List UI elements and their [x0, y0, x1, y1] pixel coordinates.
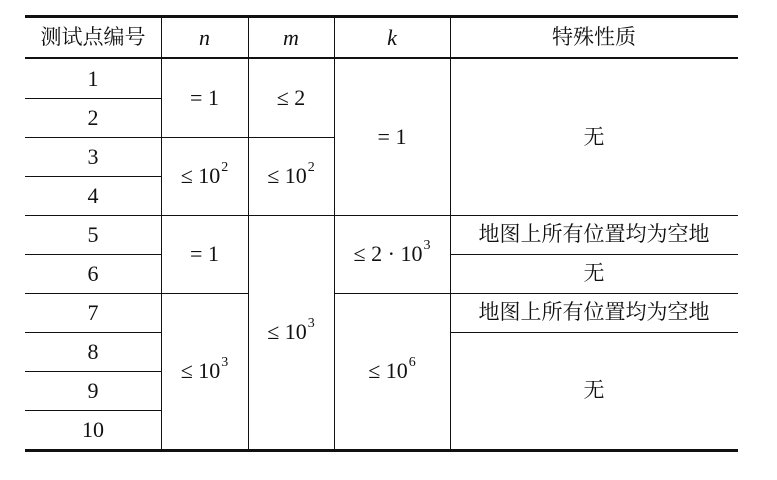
test-id: 5: [87, 221, 99, 247]
bottom-rule: [25, 449, 738, 452]
header-k: k: [387, 24, 397, 50]
test-id: 7: [87, 299, 99, 325]
k-constraint-base: ≤ 10: [368, 358, 408, 383]
n-constraint: = 1: [190, 241, 219, 266]
property-cell: 无: [583, 378, 605, 402]
n-constraint-base: ≤ 10: [180, 163, 221, 188]
m-constraint-base: ≤ 10: [267, 319, 307, 344]
property-cell: 无: [583, 261, 605, 285]
n-constraint-base: ≤ 10: [180, 358, 221, 383]
n-constraint-exponent: 2: [221, 160, 229, 175]
header-property: 特殊性质: [552, 25, 636, 49]
test-id: 4: [87, 182, 99, 208]
k-constraint: [334, 293, 450, 449]
k-constraint-base: ≤ 2 · 10: [353, 241, 423, 266]
n-constraint-exponent: 3: [221, 355, 229, 370]
header-id: 测试点编号: [40, 25, 146, 49]
m-constraint: [248, 137, 334, 215]
k-constraint: = 1: [377, 124, 407, 149]
m-constraint-exponent: 3: [307, 316, 315, 331]
test-id: 1: [87, 65, 99, 91]
m-constraint: [248, 215, 334, 449]
header-n: n: [199, 24, 210, 50]
m-constraint: ≤ 2: [276, 85, 306, 110]
header-m: m: [283, 24, 299, 50]
test-id: 3: [87, 143, 99, 169]
n-constraint: [161, 137, 248, 215]
k-constraint-exponent: 6: [408, 355, 416, 370]
n-constraint: = 1: [190, 85, 219, 110]
test-id: 6: [87, 260, 99, 286]
property-cell: 地图上所有位置均为空地: [478, 300, 710, 324]
k-constraint-exponent: 3: [423, 238, 431, 253]
property-cell: 地图上所有位置均为空地: [478, 222, 710, 246]
n-constraint: [161, 293, 248, 449]
m-constraint-exponent: 2: [307, 160, 315, 175]
property-cell: 无: [583, 124, 605, 149]
k-constraint: [334, 215, 450, 293]
test-id: 8: [87, 338, 99, 364]
m-constraint-base: ≤ 10: [267, 163, 307, 188]
test-id: 2: [87, 104, 99, 130]
test-id: 10: [82, 416, 104, 442]
test-id: 9: [87, 377, 99, 403]
